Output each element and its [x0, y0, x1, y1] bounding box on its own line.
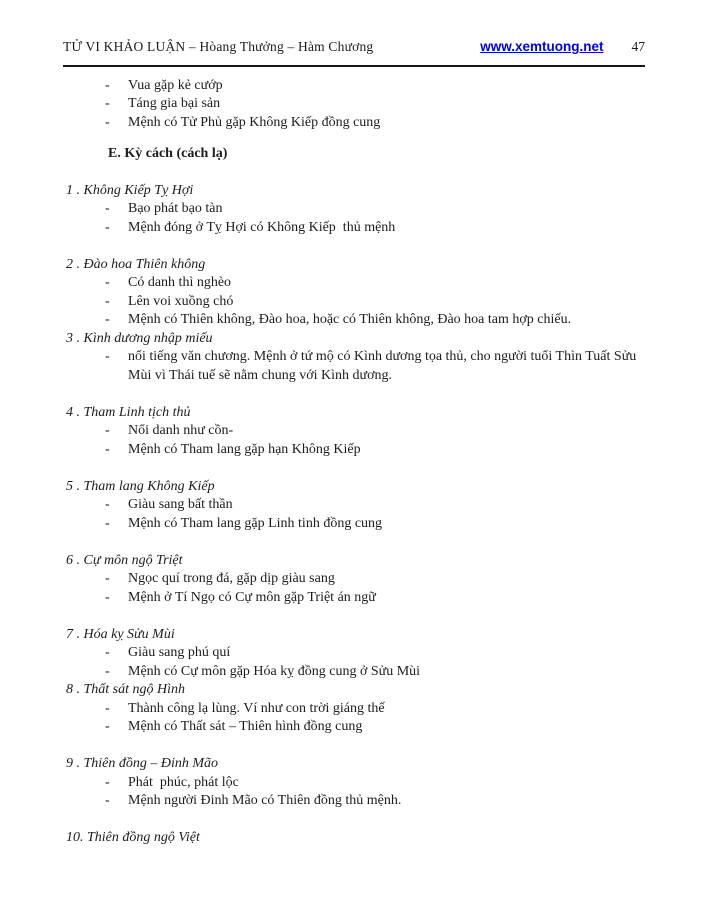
- bullet-dash-icon: -: [105, 293, 110, 309]
- bullet-item: [63, 774, 645, 793]
- rule-section: [63, 256, 645, 330]
- section-number: 2 .: [66, 256, 80, 272]
- section-title: Thiên đồng – Đinh Mão: [83, 756, 219, 771]
- bullet-item: [63, 77, 645, 96]
- bullet-text: Phát phúc, phát lộc: [128, 774, 239, 790]
- bullet-item: [63, 515, 645, 534]
- bullet-text: Thành công lạ lùng. Ví như con trời giáng thế: [128, 700, 385, 716]
- rule-section: [63, 182, 645, 238]
- bullet-text: Lên voi xuồng chó: [128, 293, 234, 309]
- header-url-link[interactable]: www.xemtuong.net: [480, 39, 604, 54]
- section-heading: [63, 755, 645, 774]
- section-heading: [63, 330, 645, 349]
- intro-bullet-list: [63, 77, 645, 133]
- bullet-item: [63, 663, 645, 682]
- bullet-dash-icon: -: [105, 77, 110, 93]
- bullet-dash-icon: -: [105, 589, 110, 605]
- bullet-dash-icon: -: [105, 700, 110, 716]
- bullet-dash-icon: -: [105, 774, 110, 790]
- rule-section: [63, 829, 645, 848]
- bullet-item: [63, 644, 645, 663]
- bullet-item: [63, 274, 645, 293]
- section-heading: [63, 681, 645, 700]
- bullet-dash-icon: -: [105, 201, 110, 216]
- rule-section: [63, 681, 645, 737]
- bullet-dash-icon: -: [105, 114, 110, 130]
- section-number: 7 .: [66, 626, 80, 642]
- bullet-item: [63, 718, 645, 737]
- section-title: Cự môn ngộ Triệt: [83, 552, 183, 568]
- bullet-item: [63, 792, 645, 811]
- section-title: Đào hoa Thiên không: [83, 256, 206, 272]
- sections-container: [63, 182, 645, 848]
- section-number: 4 .: [66, 404, 80, 420]
- section-heading: [63, 552, 645, 571]
- rule-section: [63, 552, 645, 608]
- bullet-dash-icon: -: [105, 312, 110, 327]
- section-heading: [63, 182, 645, 201]
- section-title: Thất sát ngộ Hình: [83, 682, 186, 697]
- bullet-item: [63, 311, 645, 330]
- section-number: 6 .: [66, 552, 80, 568]
- bullet-dash-icon: -: [105, 349, 110, 364]
- page-number: 47: [631, 39, 645, 54]
- bullet-item: [63, 441, 645, 460]
- section-heading: [63, 256, 645, 275]
- bullet-dash-icon: -: [105, 663, 110, 679]
- bullet-dash-icon: -: [105, 441, 110, 457]
- bullet-item: [63, 348, 645, 385]
- bullet-text: Mệnh đóng ở Tỵ Hợi có Không Kiếp thủ mệnh: [128, 219, 396, 235]
- section-heading: [63, 404, 645, 423]
- section-title: Tham Linh tịch thủ: [83, 404, 191, 420]
- bullet-dash-icon: -: [105, 515, 110, 531]
- bullet-text: Nổi danh như cồn-: [128, 423, 234, 438]
- bullet-item: [63, 589, 645, 608]
- section-number: 1 .: [66, 182, 80, 198]
- header-title: TỬ VI KHẢO LUẬN – Hòang Thưởng – Hàm Chương: [63, 39, 374, 54]
- rule-section: [63, 478, 645, 534]
- bullet-text: Bạo phát bạo tàn: [128, 201, 223, 216]
- bullet-text: Mệnh người Đinh Mão có Thiên đồng thủ mệnh.: [128, 793, 402, 808]
- bullet-item: [63, 293, 645, 312]
- section-title: Thiên đồng ngộ Việt: [87, 830, 200, 845]
- bullet-dash-icon: -: [105, 219, 110, 235]
- bullet-item: [63, 700, 645, 719]
- bullet-dash-icon: -: [105, 571, 110, 586]
- bullet-text: Giàu sang phú quí: [128, 645, 231, 660]
- bullet-text: Mệnh có Tử Phủ gặp Không Kiếp đồng cung: [128, 114, 381, 130]
- rule-section: [63, 404, 645, 460]
- bullet-text: Có danh thì nghèo: [128, 275, 232, 290]
- bullet-text: Mệnh có Thiên không, Đào hoa, hoặc có Thiên không, Đào hoa tam hợp chiếu.: [128, 312, 572, 327]
- bullet-text: Vua gặp kẻ cướp: [128, 77, 223, 93]
- bullet-item: [63, 114, 645, 133]
- bullet-text: Táng gia bại sản: [128, 96, 221, 111]
- bullet-item: [63, 95, 645, 114]
- rule-section: [63, 330, 645, 386]
- bullet-text: Mệnh có Tham lang gặp Linh tinh đồng cung: [128, 515, 383, 531]
- section-number: 5 .: [66, 478, 80, 494]
- section-title: Tham lang Không Kiếp: [83, 478, 215, 494]
- bullet-text: Mệnh có Thất sát – Thiên hình đồng cung: [128, 719, 363, 734]
- section-heading: [63, 626, 645, 645]
- section-heading: [63, 829, 645, 848]
- section-number: 10.: [66, 830, 84, 845]
- bullet-item: [63, 496, 645, 515]
- header-right-group: [480, 38, 645, 57]
- document-body: [63, 67, 645, 848]
- bullet-item: [63, 200, 645, 219]
- section-number: 9 .: [66, 756, 80, 771]
- section-number: 8 .: [66, 682, 80, 697]
- section-title: Hóa kỵ Sửu Mùi: [83, 626, 175, 642]
- rule-section: [63, 755, 645, 811]
- bullet-dash-icon: -: [105, 719, 110, 734]
- bullet-dash-icon: -: [105, 793, 110, 808]
- page-header: [63, 38, 645, 57]
- section-heading: [63, 478, 645, 497]
- bullet-text: nổi tiếng văn chương. Mệnh ở tứ mộ có Kình dương tọa thủ, cho người tuổi Thìn Tuất Sửu Mùi vì Thái tuế sẽ nằm chung với Kình dương.: [128, 349, 640, 383]
- section-title: Không Kiếp Tỵ Hợi: [83, 182, 194, 198]
- bullet-dash-icon: -: [105, 645, 110, 660]
- bullet-text: Mệnh có Cự môn gặp Hóa kỵ đồng cung ở Sửu Mùi: [128, 663, 421, 679]
- section-number: 3 .: [66, 330, 80, 346]
- bullet-dash-icon: -: [105, 96, 110, 111]
- bullet-item: [63, 422, 645, 441]
- bullet-item: [63, 219, 645, 238]
- section-title: Kình dương nhập miếu: [83, 330, 213, 346]
- rule-section: [63, 626, 645, 682]
- bullet-dash-icon: -: [105, 423, 110, 438]
- ky-cach-heading: E. Kỳ cách (cách lạ): [108, 145, 228, 161]
- bullet-text: Giàu sang bất thần: [128, 497, 233, 512]
- bullet-text: Mệnh có Tham lang gặp hạn Không Kiếp: [128, 441, 361, 457]
- bullet-dash-icon: -: [105, 275, 110, 290]
- bullet-text: Ngọc quí trong đá, gặp dịp giàu sang: [128, 571, 335, 586]
- bullet-item: [63, 570, 645, 589]
- bullet-text: Mệnh ở Tí Ngọ có Cự môn gặp Triệt án ngữ: [128, 589, 376, 605]
- bullet-dash-icon: -: [105, 497, 110, 512]
